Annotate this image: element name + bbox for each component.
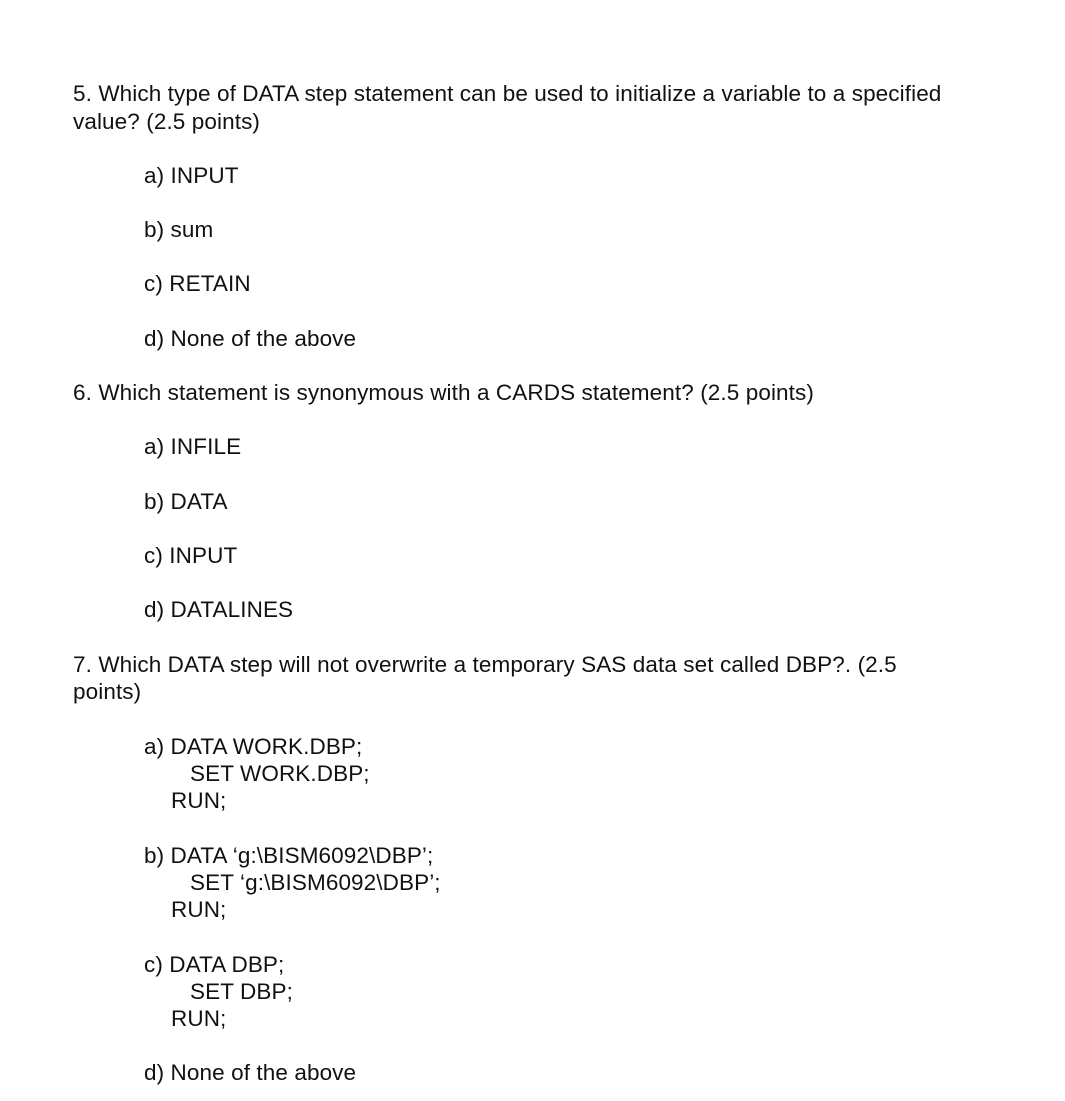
- question-7-option-c-line2: SET DBP;: [190, 979, 293, 1004]
- question-5-text-line2: value? (2.5 points): [73, 109, 261, 134]
- question-5-option-d: d) None of the above: [144, 326, 357, 351]
- question-6-option-a: a) INFILE: [144, 434, 242, 459]
- question-7-option-c-line1: c) DATA DBP;: [144, 952, 285, 977]
- question-5-option-a: a) INPUT: [144, 163, 239, 188]
- question-7-text-line1: 7. Which DATA step will not overwrite a temporary SAS data set called DBP?. (2.5: [73, 652, 897, 677]
- question-7-option-b-line3: RUN;: [171, 897, 227, 922]
- question-6-text-line1: 6. Which statement is synonymous with a CARDS statement? (2.5 points): [73, 380, 814, 405]
- question-7-option-b-line1: b) DATA ‘g:\BISM6092\DBP’;: [144, 843, 434, 868]
- question-7-option-c-line3: RUN;: [171, 1006, 227, 1031]
- question-5-option-c: c) RETAIN: [144, 271, 251, 296]
- question-7-option-b-line2: SET ‘g:\BISM6092\DBP’;: [190, 870, 441, 895]
- question-7-option-a-line1: a) DATA WORK.DBP;: [144, 734, 363, 759]
- question-7-option-a-line3: RUN;: [171, 788, 227, 813]
- question-5-text-line1: 5. Which type of DATA step statement can be used to initialize a variable to a specified: [73, 81, 942, 106]
- question-6-option-d: d) DATALINES: [144, 597, 294, 622]
- question-7-option-d: d) None of the above: [144, 1060, 357, 1085]
- question-6-option-c: c) INPUT: [144, 543, 238, 568]
- question-7-option-a-line2: SET WORK.DBP;: [190, 761, 370, 786]
- question-5-option-b: b) sum: [144, 217, 214, 242]
- question-6-option-b: b) DATA: [144, 489, 228, 514]
- question-7-text-line2: points): [73, 679, 142, 704]
